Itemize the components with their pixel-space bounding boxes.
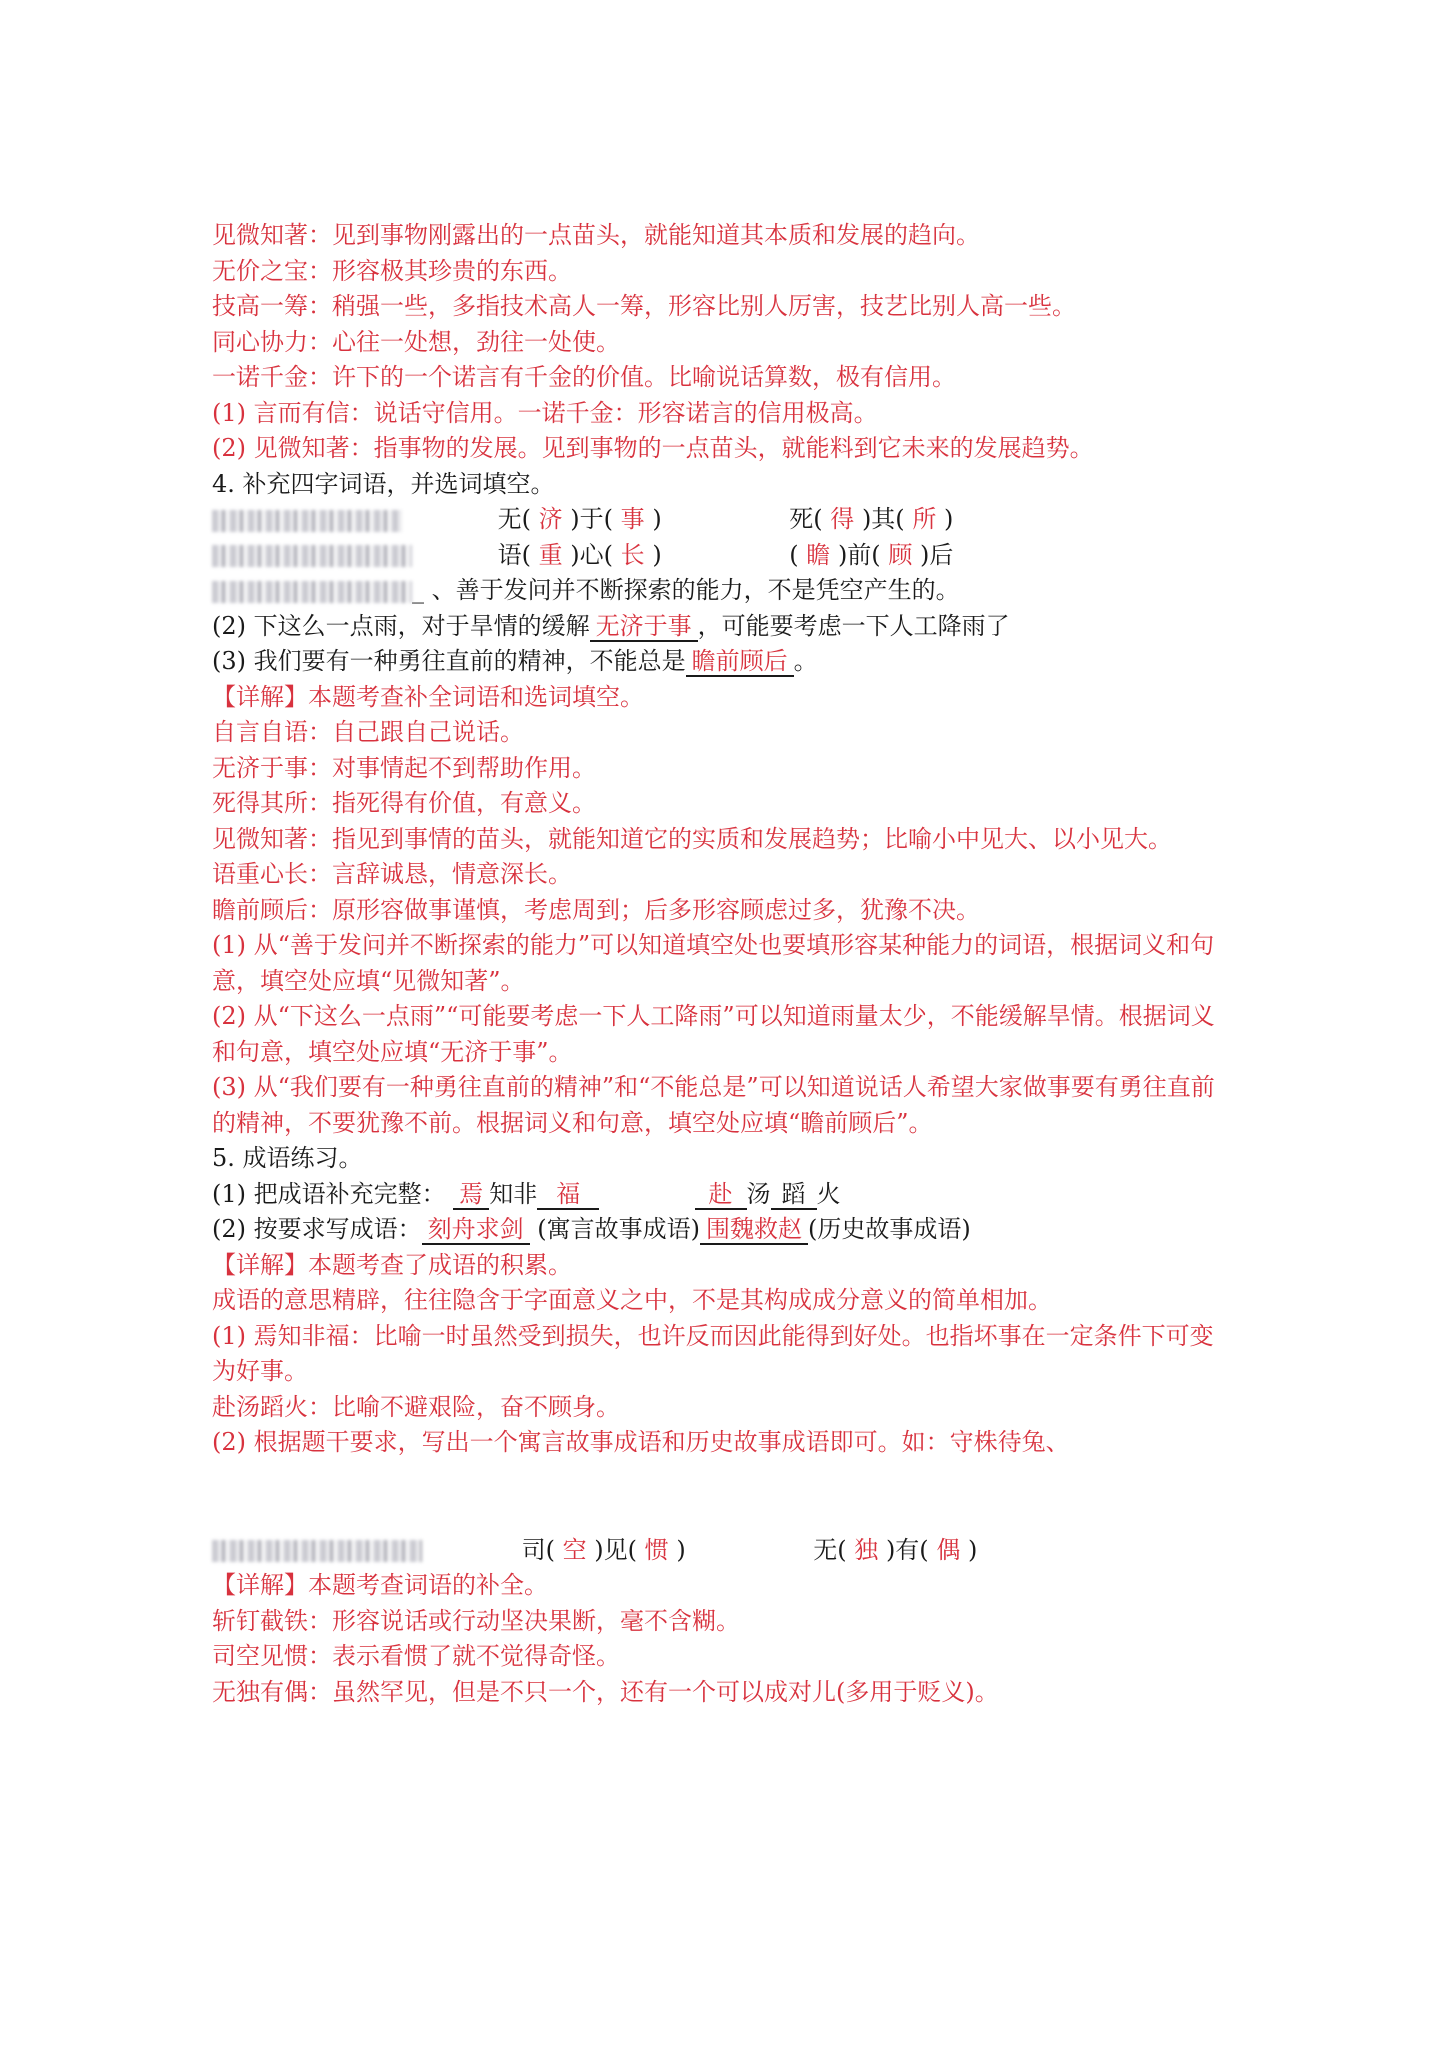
fill-group: 司( 空 )见( 惯 ) [521,1535,686,1564]
question-4-explanation [212,680,1232,1142]
explain-line: 【详解】本题考查了成语的积累。 [212,1250,572,1279]
answer-blank: 蹈 [771,1180,817,1210]
question-6-explanation [212,1568,1232,1710]
explain-line: 【详解】本题考查补全词语和选词填空。 [212,682,644,711]
sentence-3: (3) 我们要有一种勇往直前的精神，不能总是 瞻前顾后 。 [212,647,818,675]
question-6 [212,1533,1232,1711]
idiom-complete-row: (1) 把成语补充完整： 焉 知非 福 赴 汤 蹈 火 [212,1179,841,1208]
blurred-text [212,510,402,532]
question-4-title: 4. 补充四字词语，并选词填空。 [212,469,555,498]
document-page [212,218,1232,1710]
fill-group: 死( 得 )其( 所 ) [789,505,954,533]
fill-group: 无( 济 )于( 事 ) [497,505,662,533]
explain-line: 见微知著：指见到事情的苗头，就能知道它的实质和发展趋势；比喻小中见大、以小见大。 [212,824,1172,853]
explain-line: 技高一筹：稍强一些，多指技术高人一筹，形容比别人厉害，技艺比别人高一些。 [212,292,1076,320]
sentence-1: _ 、善于发问并不断探索的能力，不是凭空产生的。 [212,573,1232,609]
fill-group: 无( 独 )有( 偶 ) [813,1535,978,1564]
explain-line: 死得其所：指死得有价值，有意义。 [212,789,596,817]
explain-line: 见微知著：见到事物刚露出的一点苗头，就能知道其本质和发展的趋向。 [212,221,980,249]
blurred-text [212,581,412,603]
explain-line: 瞻前顾后：原形容做事谨慎，考虑周到；后多形容顾虑过多，犹豫不决。 [212,895,980,924]
question-4 [212,467,1232,1142]
explain-line: (2) 见微知著：指事物的发展。见到事物的一点苗头，就能料到它未来的发展趋势。 [212,434,1094,462]
fill-row-2 [212,538,1232,574]
answer-blank: 瞻前顾后 [686,647,794,677]
explain-line: 自言自语：自己跟自己说话。 [212,718,524,746]
explain-line: 一诺千金：许下的一个诺言有千金的价值。比喻说话算数，极有信用。 [212,363,956,391]
explain-line: 【详解】本题考查词语的补全。 [212,1571,548,1599]
answer-blank: 焉 [453,1180,489,1210]
explain-line: 司空见惯：表示看惯了就不觉得奇怪。 [212,1642,620,1670]
explain-line: (2) 从“下这么一点雨”“可能要考虑一下人工降雨”可以知道雨量太少，不能缓解旱情。根据词义和句意，填空处应填“无济于事”。 [212,1002,1215,1066]
answer-blank: 无济于事 [590,612,698,642]
fill-group: ( 瞻 )前( 顾 )后 [789,540,954,569]
fill-group: 语( 重 )心( 长 ) [497,540,662,569]
question-5-title: 5. 成语练习。 [212,1144,363,1172]
explain-line: (3) 从“我们要有一种勇往直前的精神”和“不能总是”可以知道说话人希望大家做事要有勇往直前的精神，不要犹豫不前。根据词义和句意，填空处应填“瞻前顾后”。 [212,1073,1215,1137]
explain-line: 成语的意思精辟，往往隐含于字面意义之中，不是其构成成分意义的简单相加。 [212,1286,1052,1314]
question-5 [212,1141,1232,1461]
explain-line: 赴汤蹈火：比喻不避艰险，奋不顾身。 [212,1392,620,1421]
explain-line: 斩钉截铁：形容说话或行动坚决果断，毫不含糊。 [212,1606,740,1635]
fill-row-1 [212,502,1232,538]
explain-line: 无独有偶：虽然罕见，但是不只一个，还有一个可以成对儿(多用于贬义)。 [212,1677,999,1706]
blank-gap [212,1461,1232,1533]
answer-blank: 福 [537,1180,599,1210]
blurred-text [212,1540,422,1562]
explain-line: (1) 焉知非福：比喻一时虽然受到损失，也许反而因此能得到好处。也指坏事在一定条件下可变为好事。 [212,1321,1214,1385]
explain-line: 语重心长：言辞诚恳，情意深长。 [212,860,572,888]
sentence-2: (2) 下这么一点雨，对于旱情的缓解 无济于事 ，可能要考虑一下人工降雨了 [212,611,1010,640]
top-explanations [212,218,1232,467]
fill-row-3 [212,1533,1232,1569]
blurred-text [212,545,412,567]
answer-blank: 刻舟求剑 [422,1215,530,1245]
explain-line: 无价之宝：形容极其珍贵的东西。 [212,256,572,285]
explain-line: (1) 言而有信：说话守信用。一诺千金：形容诺言的信用极高。 [212,398,878,427]
explain-line: (2) 根据题干要求，写出一个寓言故事成语和历史故事成语即可。如：守株待兔、 [212,1428,1070,1456]
explain-line: 无济于事：对事情起不到帮助作用。 [212,753,596,782]
explain-line: 同心协力：心往一处想，劲往一处使。 [212,327,620,356]
explain-line: (1) 从“善于发问并不断探索的能力”可以知道填空处也要填形容某种能力的词语，根据词义和句意，填空处应填“见微知著”。 [212,931,1215,995]
answer-blank: 围魏救赵 [700,1215,808,1245]
answer-blank: 赴 [695,1180,747,1210]
idiom-write-row: (2) 按要求写成语： 刻舟求剑 (寓言故事成语) 围魏救赵 (历史故事成语) [212,1215,971,1243]
question-5-explanation [212,1248,1232,1461]
